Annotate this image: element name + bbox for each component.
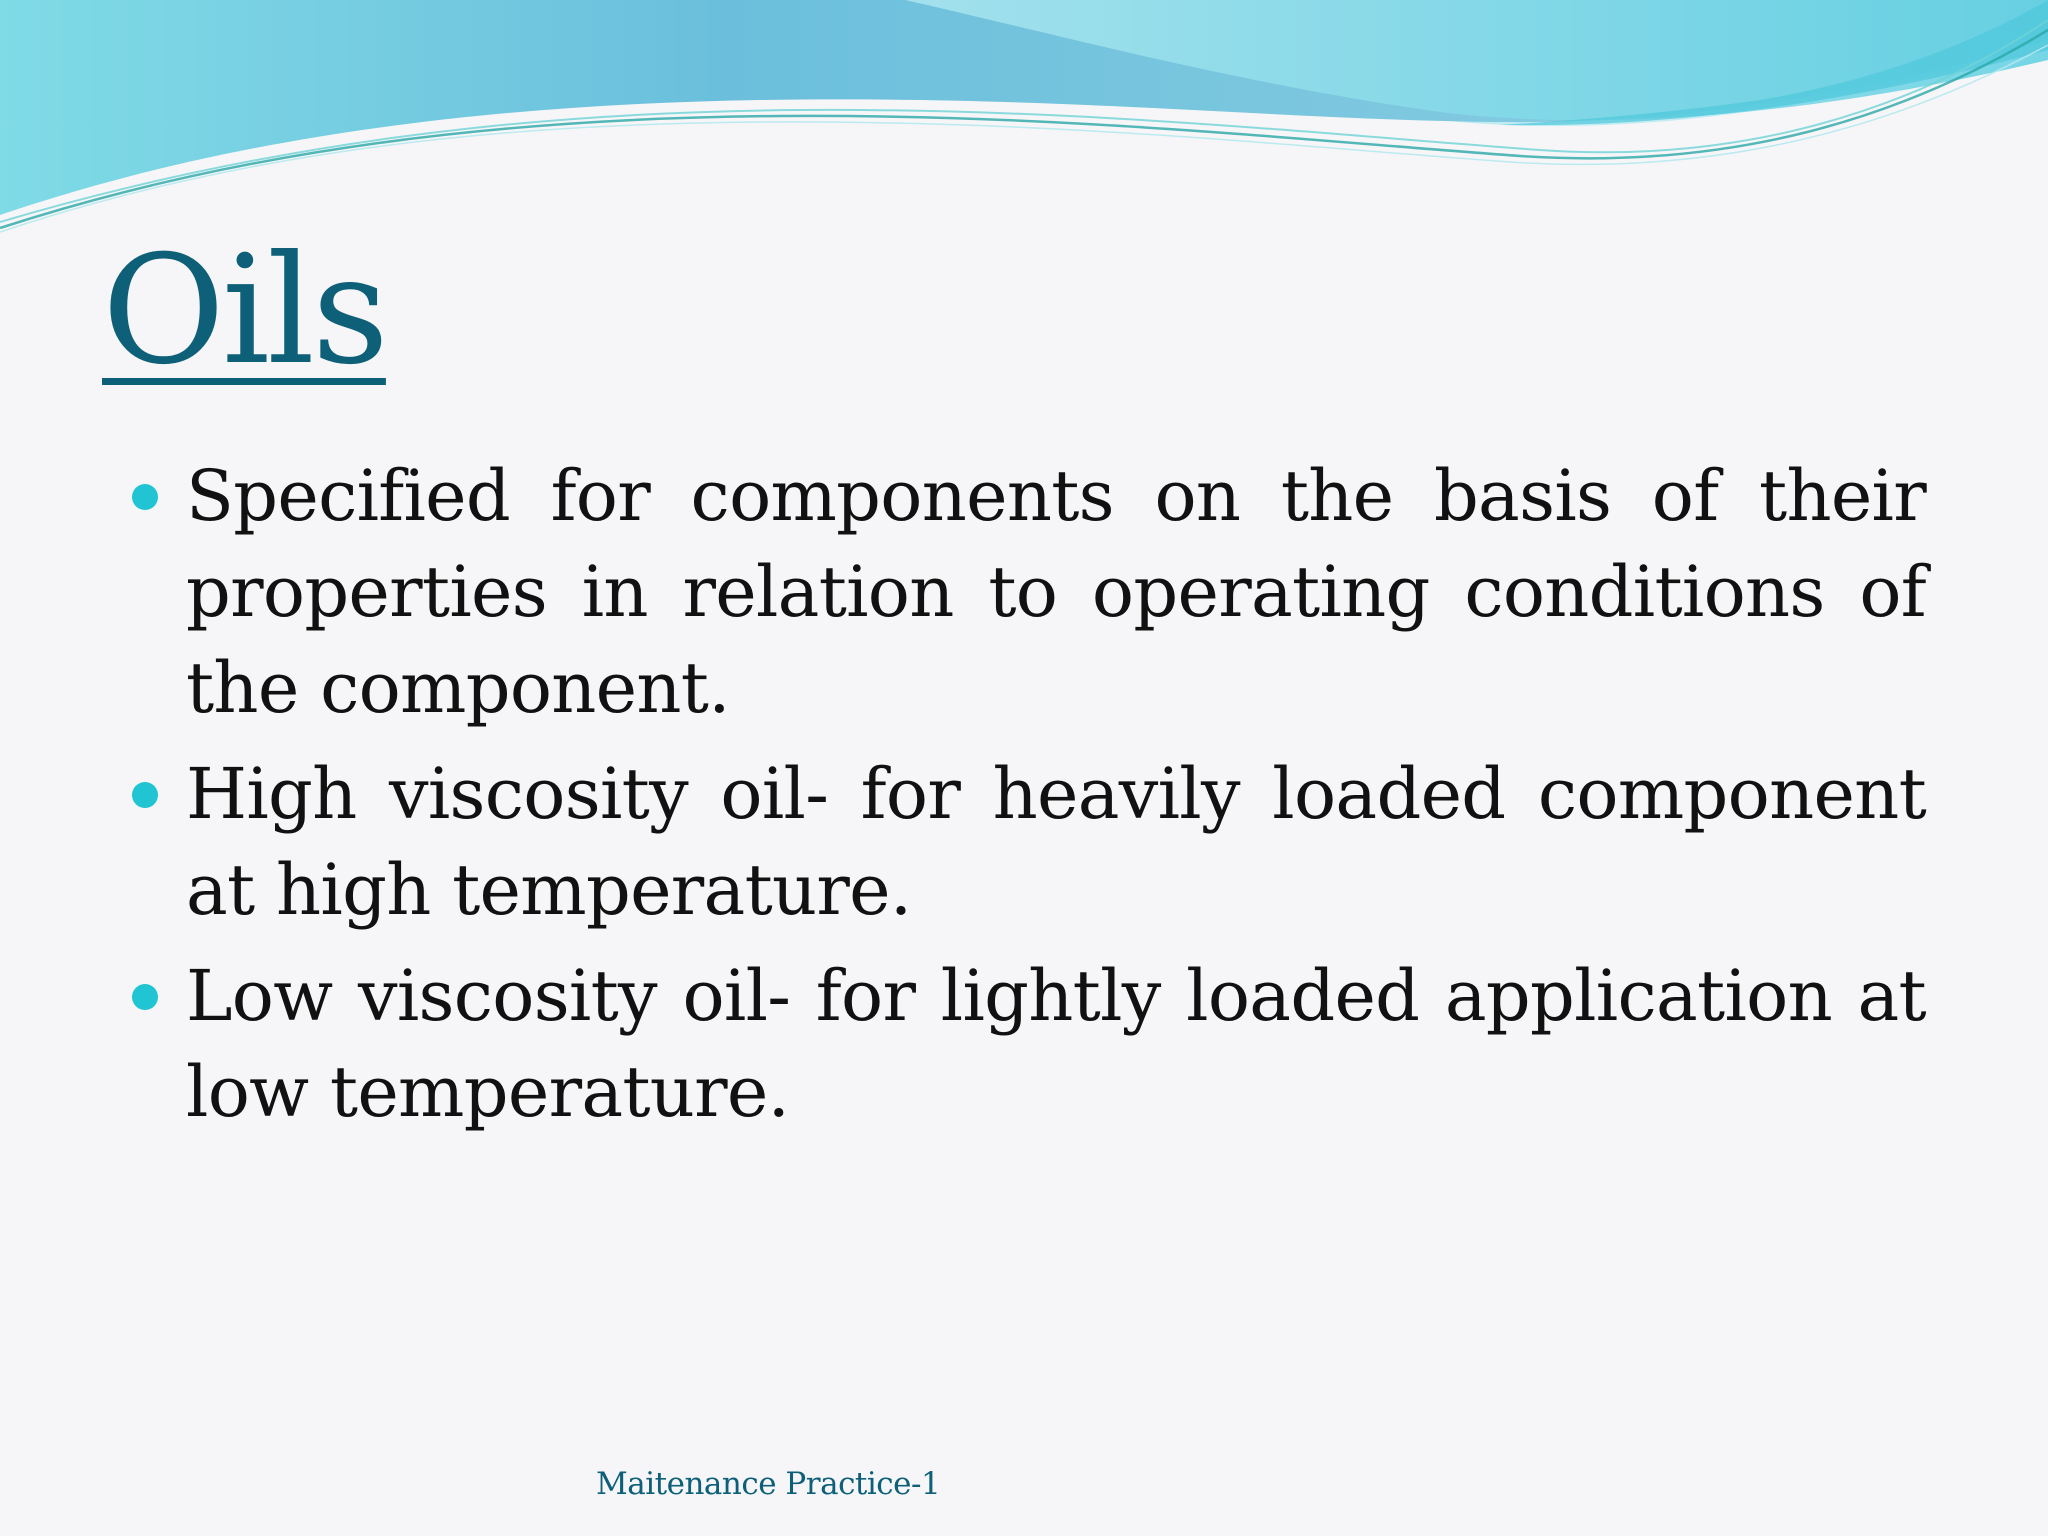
bullet-marker-icon [132,782,158,808]
bullet-item [130,746,1926,938]
bullet-text: Low viscosity oil- for lightly loaded application at low temperature. [186,955,1926,1133]
bullet-marker-icon [132,984,158,1010]
header-wave-decoration [0,0,2048,240]
footer-text: Maitenance Practice-1 [596,1466,941,1502]
bullet-text: High viscosity oil- for heavily loaded component at high temperature. [186,753,1926,931]
bullet-list [130,448,1926,1150]
bullet-text: Specified for components on the basis of their properties in relation to operating conditions of the component. [186,455,1926,729]
bullet-item [130,948,1926,1140]
bullet-item [130,448,1926,736]
slide-title: Oils [102,224,386,398]
bullet-marker-icon [132,484,158,510]
